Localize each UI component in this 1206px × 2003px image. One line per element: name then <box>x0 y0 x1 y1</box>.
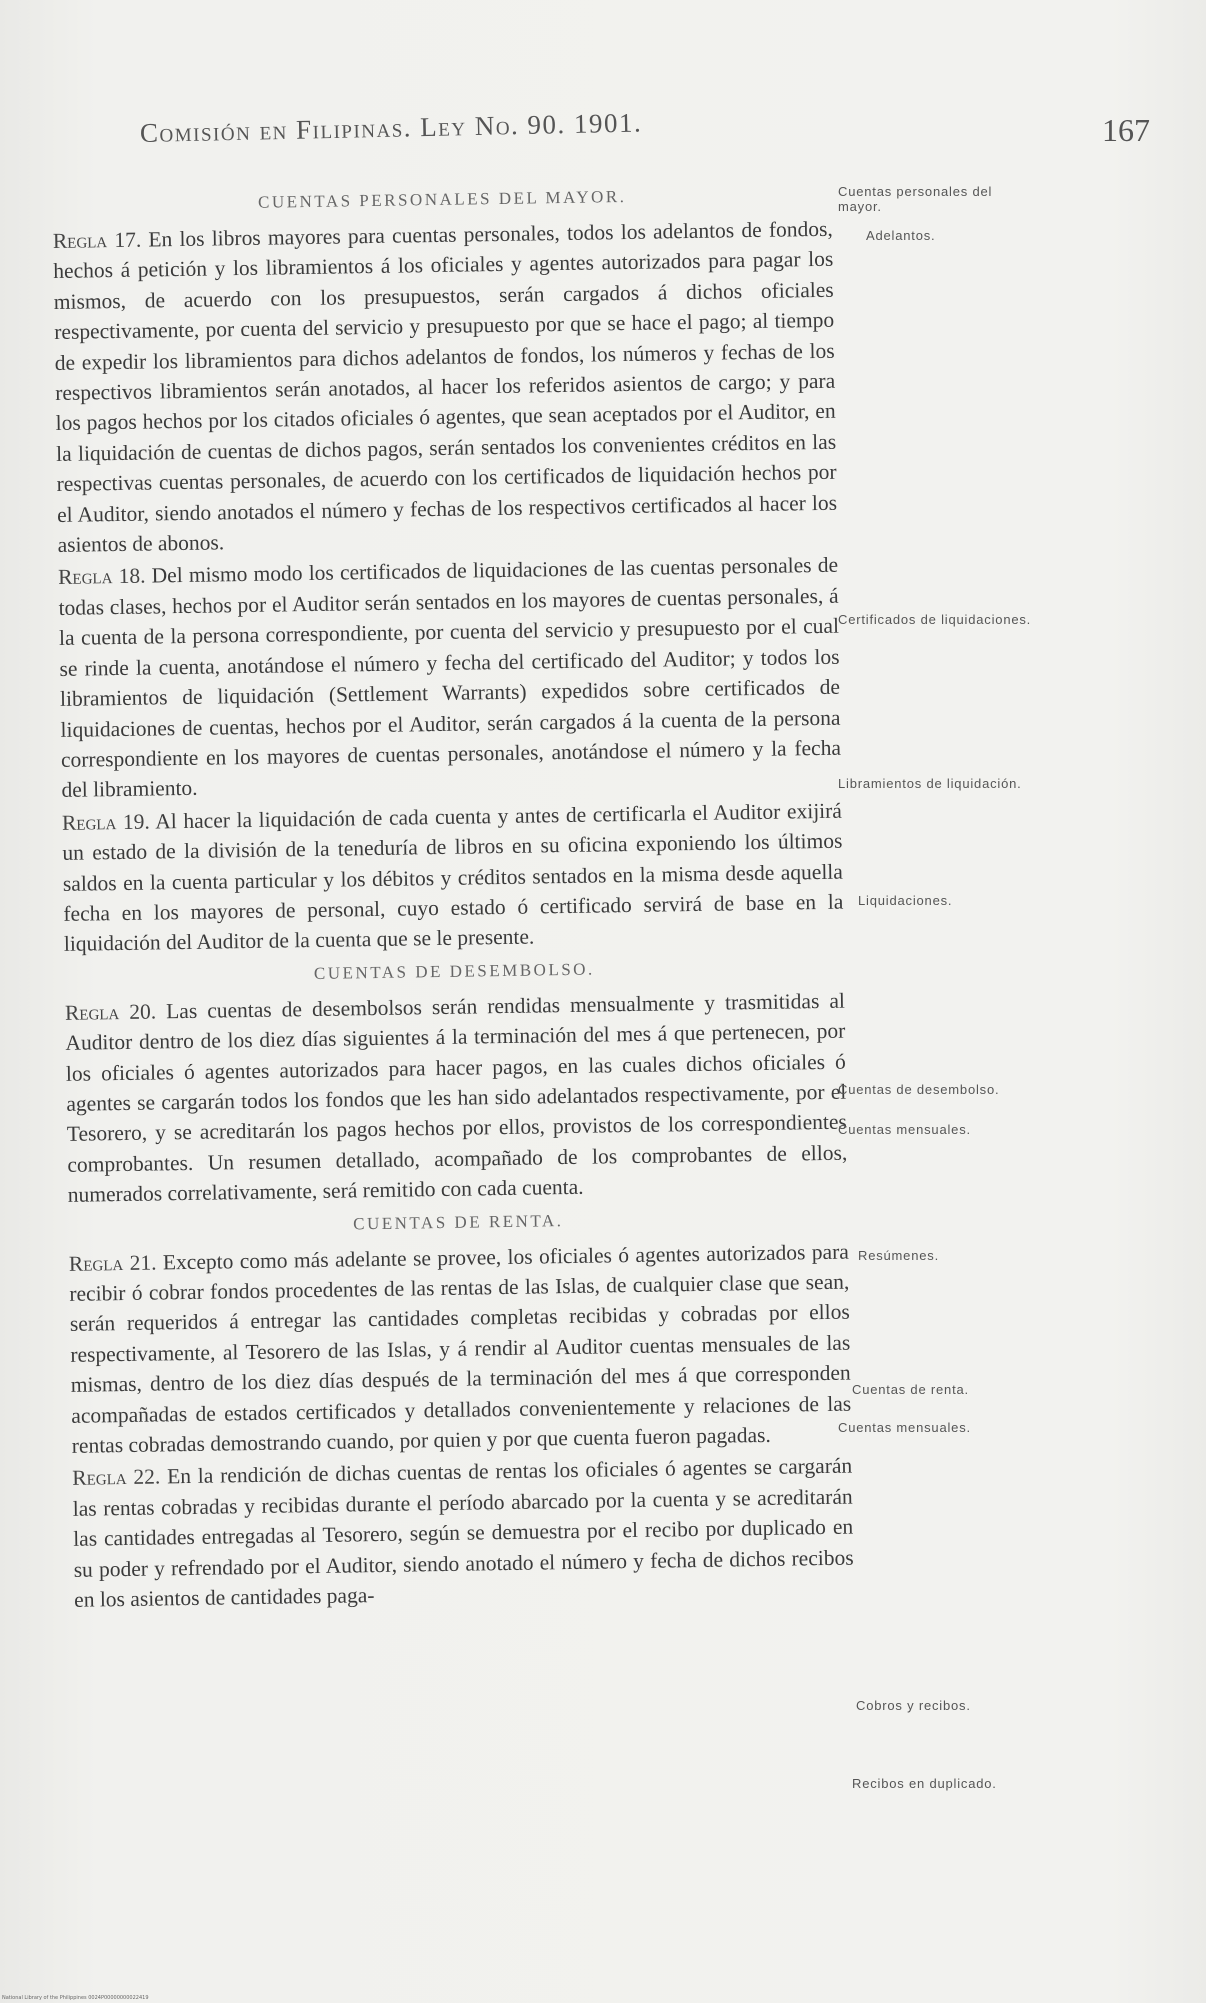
margin-note-cobros-recibos: Cobros y recibos. <box>856 1698 971 1713</box>
rule-text: Al hacer la liquidación de cada cuenta y antes de certificarla el Auditor exijirá un estado de la división de la teneduría de libros en su oficina exponiendo los últimos saldos en la cuenta particular y los débitos y créditos sentados en la misma desde aquella fecha en los mayores de personal, cuyo estado ó certificado servirá de base en la liquidación del Auditor de la cuenta que se le presente. <box>62 798 844 957</box>
margin-notes <box>838 0 1038 2003</box>
rule-18 <box>58 550 842 805</box>
rule-label: Regla 17. <box>52 227 142 253</box>
section-heading-cuentas-desembolso: CUENTAS DE DESEMBOLSO. <box>313 959 595 983</box>
rule-22 <box>72 1451 854 1615</box>
section-heading-cuentas-personales: CUENTAS PERSONALES DEL MAYOR. <box>257 186 627 212</box>
rule-20 <box>65 985 848 1210</box>
section-heading-cuentas-renta: CUENTAS DE RENTA. <box>353 1210 564 1233</box>
margin-note-cuentas-personales: Cuentas personales del mayor. <box>838 184 993 214</box>
margin-note-certificados: Certificados de liquidaciones. <box>838 612 1032 627</box>
margin-note-adelantos: Adelantos. <box>866 228 936 243</box>
margin-note-resumenes: Resúmenes. <box>858 1248 939 1263</box>
rule-text: Excepto como más adelante se provee, los oficiales ó agentes autorizados para recibir ó cobrar fondos procedentes de las rentas de las Islas, de cualquier clase que sean, serán requeridos á entregar las cantidades completas recibidas y cobradas por ellos respectivamente, al Tesorero de las Islas, y á rendir al Auditor cuentas mensuales de las mismas, dentro de los diez días después de la terminación del mes á que corresponden acompañadas de estados certificados y detallados convenientemente y relaciones de las rentas cobradas demostrando cuando, por quien y por que cuenta fueron pagadas. <box>69 1239 852 1458</box>
margin-note-libramientos: Libramientos de liquidación. <box>838 776 1022 791</box>
page-number: 167 <box>1102 112 1150 148</box>
rule-text: En la rendición de dichas cuentas de rentas los oficiales ó agentes se cargarán las rentas cobradas y recibidas durante el período abarcado por la cuenta y se acreditarán las cantidades entregadas al Tesorero, según se demuestra por el recibo por duplicado en su poder y refrendado por el Auditor, siendo anotado el número y fecha de dichos recibos en los asientos de cantidades paga- <box>72 1454 854 1612</box>
rule-19 <box>62 795 844 959</box>
rule-label: Regla 21. <box>68 1250 157 1276</box>
rule-text: Las cuentas de desembolsos serán rendidas mensualmente y trasmitidas al Auditor dentro de los diez días siguientes á la terminación del mes á que pertenecen, por los oficiales ó agentes autorizados para hacer pagos, en las cuales dichos oficiales ó agentes se cargarán todos los fondos que les han sido adelantados respectivamente, por el Tesorero, y se acreditarán los pagos hechos por ellos, provistos de los correspondientes comprobantes. Un resumen detallado, acompañado de los comprobantes de ellos, numerados correlativamente, será remitido con cada cuenta. <box>65 988 848 1208</box>
rule-label: Regla 18. <box>57 564 146 590</box>
library-footer: National Library of the Philippines 0024P00000000022419 <box>2 1995 149 2001</box>
running-head: Comisión en Filipinas. Ley No. 90. 1901. <box>139 107 643 148</box>
rule-label: Regla 20. <box>64 999 157 1025</box>
margin-note-recibos-duplicado: Recibos en duplicado. <box>852 1776 997 1791</box>
rule-text: Del mismo modo los certificados de liquidaciones de las cuentas personales de todas clases, hechos por el Auditor serán sentados en los mayores de cuentas personales, á la cuenta de la persona correspondiente, por cuenta del servicio y presupuesto por el cual se rinde la cuenta, anotándose el número y fecha del certificado del Auditor; y todos los libramientos de liquidación (Settlement Warrants) expedidos sobre certificados de liquidaciones de cuentas, hechos por el Auditor, serán cargados á la cuenta de la persona correspondiente en los mayores de cuentas personales, anotándose el número y la fecha del libramiento. <box>58 553 842 803</box>
rule-text: En los libros mayores para cuentas personales, todos los adelantos de fondos, hechos á petición y los libramientos á los oficiales y agentes autorizados para pagar los mismos, de acuerdo con los presupuestos, serán cargados á dichos oficiales respectivamente, por cuenta del servicio y presupuesto por que se hace el pago; al tiempo de expedir los libramientos para dichos adelantos de fondos, los números y fechas de los respectivos libramientos serán anotados, al hacer los referidos asientos de cargo; y para los pagos hechos por los citados oficiales ó agentes, que sean aceptados por el Auditor, en la liquidación de cuentas de dichos pagos, serán sentados los convenientes créditos en las respectivas cuentas personales, de acuerdo con los certificados de liquidación hechos por el Auditor, siendo anotados el número y fechas de los respectivos certificados al hacer los asientos de abonos. <box>53 216 838 558</box>
margin-note-cuentas-desembolso: Cuentas de desembolso. <box>838 1082 1000 1097</box>
margin-note-cuentas-renta: Cuentas de renta. <box>852 1382 969 1397</box>
rule-label: Regla 19. <box>61 809 150 835</box>
rule-17 <box>53 214 838 561</box>
rule-21 <box>69 1236 852 1461</box>
margin-note-cuentas-mensuales-2: Cuentas mensuales. <box>838 1420 971 1435</box>
rule-label: Regla 22. <box>72 1464 161 1491</box>
margin-note-cuentas-mensuales-1: Cuentas mensuales. <box>838 1122 971 1137</box>
margin-note-liquidaciones: Liquidaciones. <box>858 893 953 908</box>
main-text <box>52 176 854 1618</box>
